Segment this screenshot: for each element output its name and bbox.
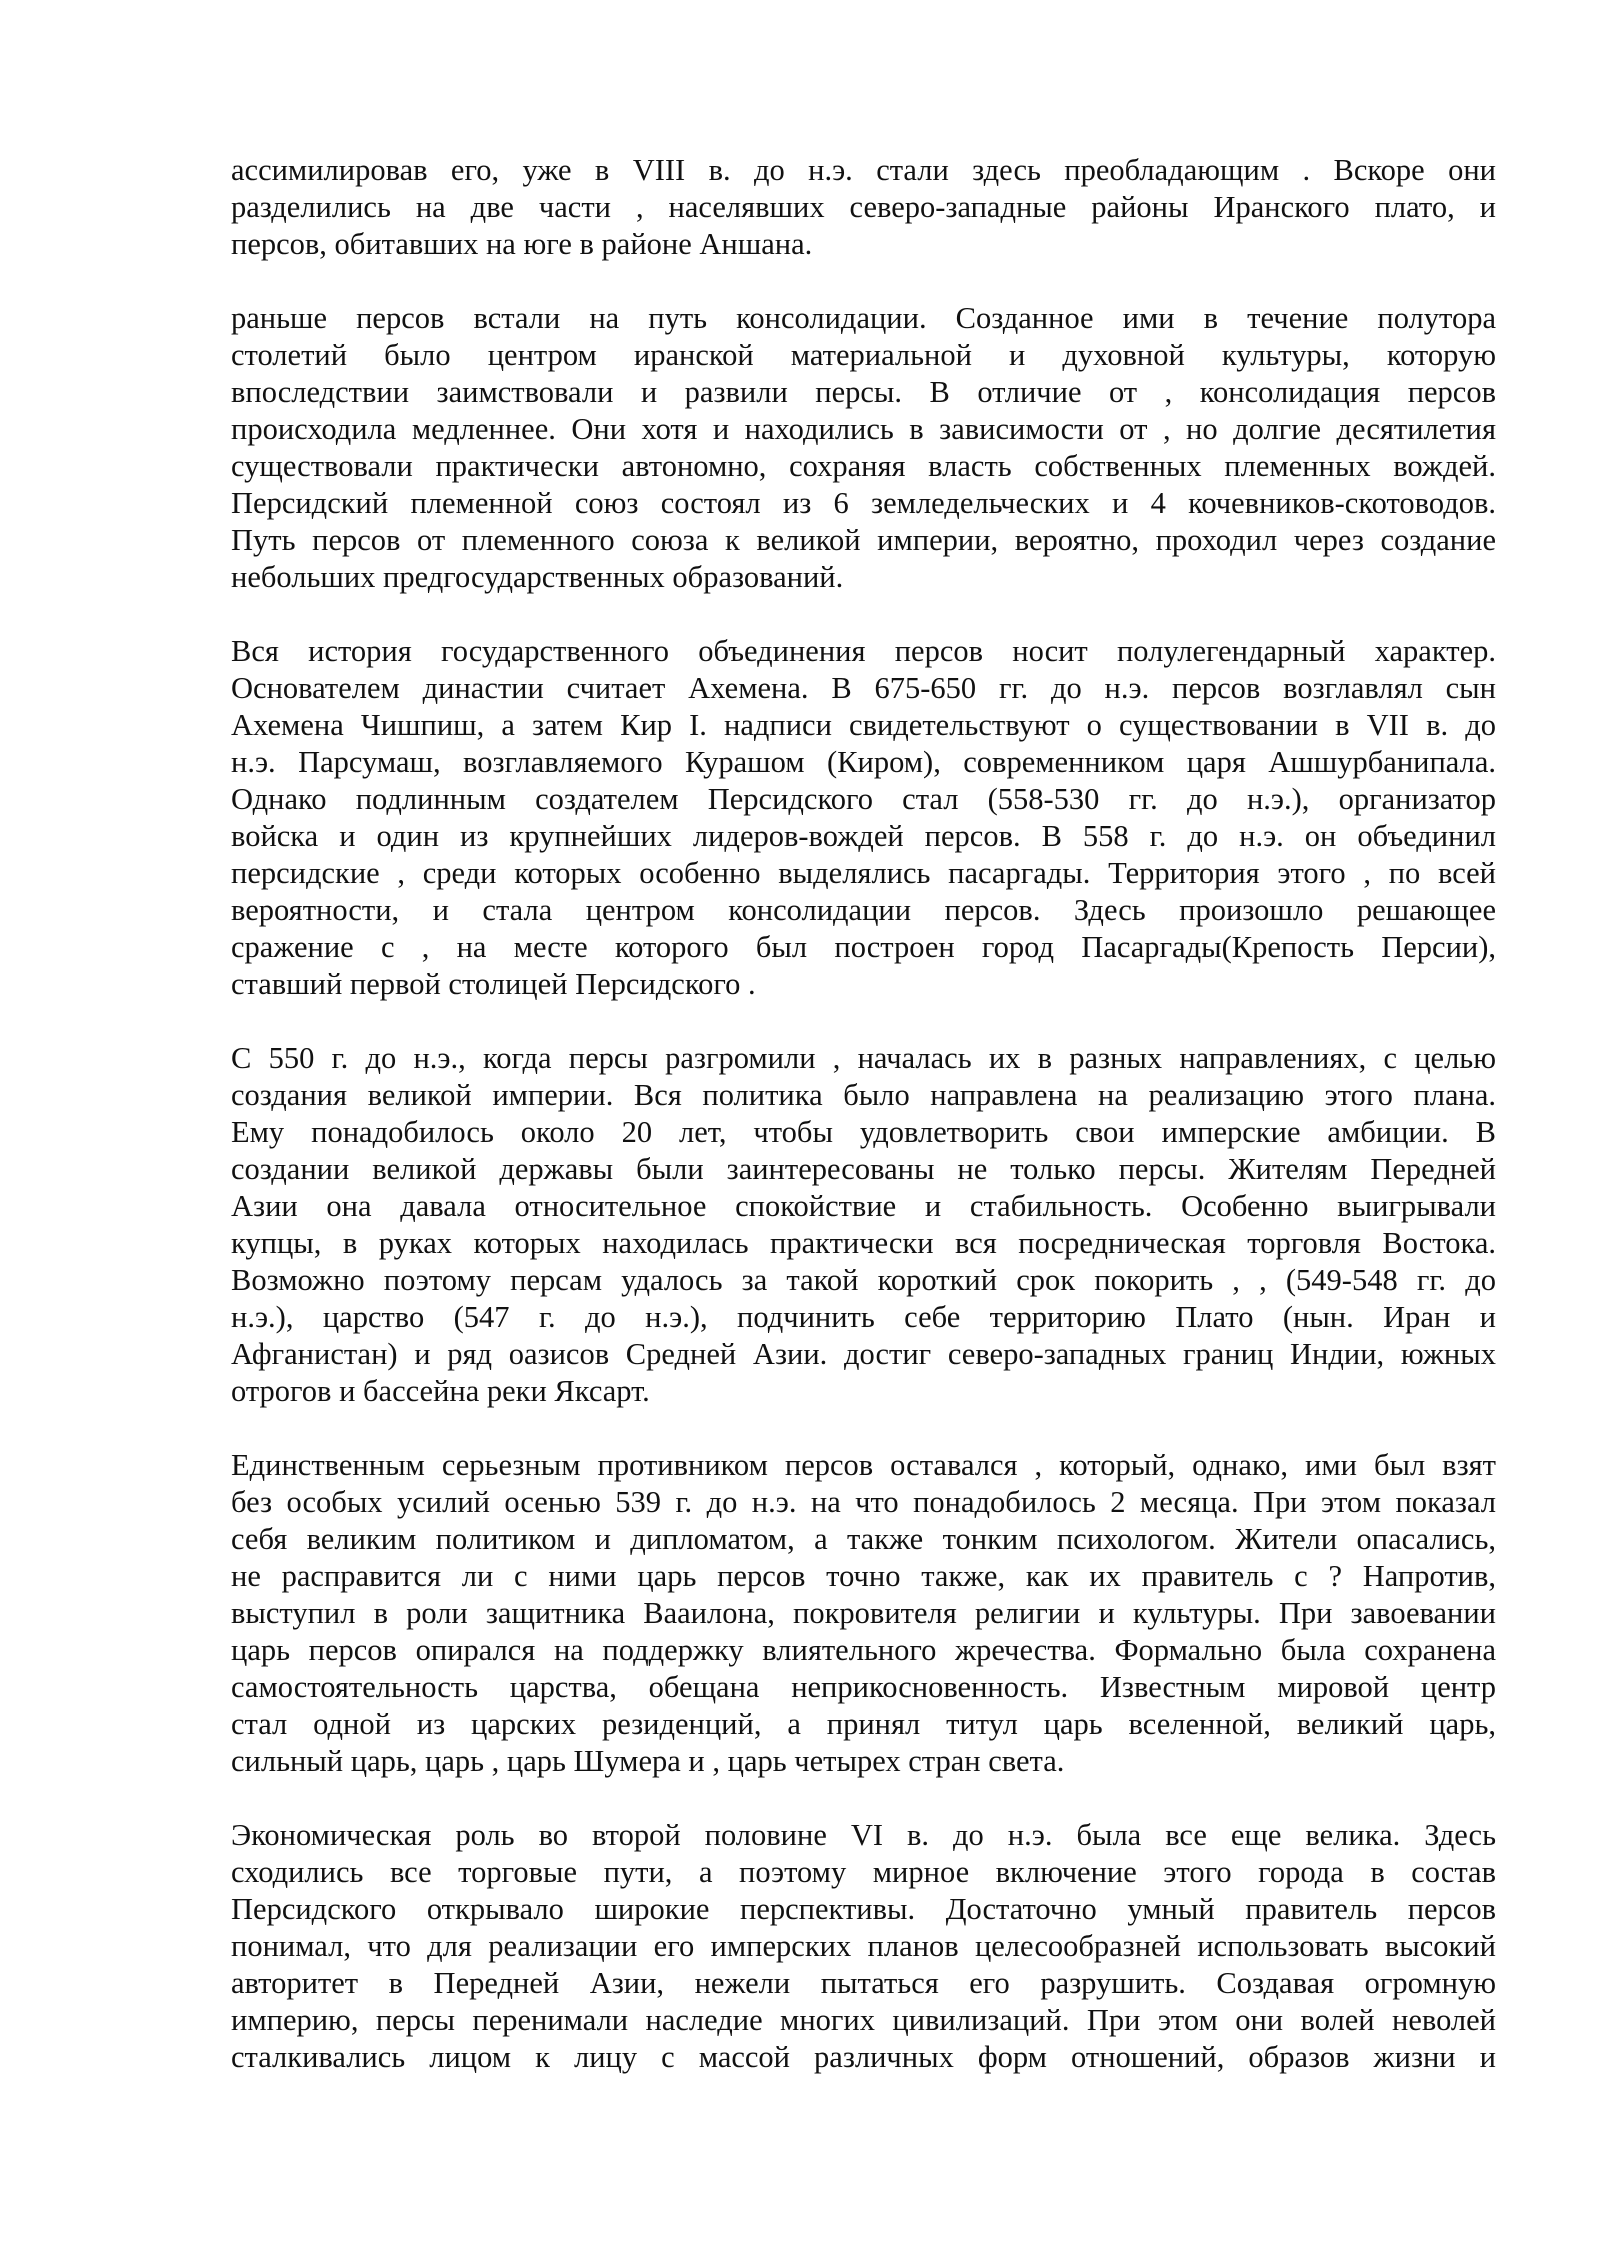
text-line: понимал, что для реализации его имперских планов целесообразней использовать высокий xyxy=(231,1929,1496,1963)
text-line: Персидского открывало широкие перспективы. Достаточно умный правитель персов xyxy=(231,1892,1496,1926)
text-line: выступил в роли защитника Вааилона, покровителя религии и культуры. При завоевании xyxy=(231,1596,1496,1630)
text-line: н.э. Парсумаш, возглавляемого Курашом (Киром), современником царя Ашшурбанипала. xyxy=(231,745,1496,779)
text-line: сражение с , на месте которого был построен город Пасаргады(Крепость Персии), xyxy=(231,930,1496,964)
text-line: Путь персов от племенного союза к великой империи, вероятно, проходил через создание xyxy=(231,523,1496,557)
text-line: авторитет в Передней Азии, нежели пытаться его разрушить. Создавая огромную xyxy=(231,1966,1496,2000)
paragraph xyxy=(231,1447,1496,1780)
text-line: Возможно поэтому персам удалось за такой короткий срок покорить , , (549-548 гг. до xyxy=(231,1263,1496,1297)
text-line: без особых усилий осенью 539 г. до н.э. на что понадобилось 2 месяца. При этом показал xyxy=(231,1485,1496,1519)
text-line: персидские , среди которых особенно выделялись пасаргады. Территория этого , по всей xyxy=(231,856,1496,890)
text-line: Ахемена Чишпиш, а затем Кир I. надписи свидетельствуют о существовании в VII в. до xyxy=(231,708,1496,742)
text-line: себя великим политиком и дипломатом, а также тонким психологом. Жители опасались, xyxy=(231,1522,1496,1556)
text-line: ставший первой столицей Персидского . xyxy=(231,967,756,1001)
document-body xyxy=(231,152,1496,2113)
text-line: Единственным серьезным противником персов оставался , который, однако, ими был взят xyxy=(231,1448,1496,1482)
text-line: впоследствии заимствовали и развили персы. В отличие от , консолидация персов xyxy=(231,375,1496,409)
text-line: небольших предгосударственных образований. xyxy=(231,560,844,594)
text-line: создании великой державы были заинтересованы не только персы. Жителям Передней xyxy=(231,1152,1496,1186)
text-line: Вся история государственного объединения персов носит полулегендарный характер. xyxy=(231,634,1496,668)
text-line: ассимилировав его, уже в VIII в. до н.э. стали здесь преобладающим . Вскоре они xyxy=(231,153,1496,187)
paragraph xyxy=(231,1040,1496,1410)
text-line: Афганистан) и ряд оазисов Средней Азии. достиг северо-западных границ Индии, южных xyxy=(231,1337,1496,1371)
text-line: С 550 г. до н.э., когда персы разгромили , началась их в разных направлениях, с целью xyxy=(231,1041,1496,1075)
text-line: вероятности, и стала центром консолидации персов. Здесь произошло решающее xyxy=(231,893,1496,927)
text-line: царь персов опирался на поддержку влиятельного жречества. Формально была сохранена xyxy=(231,1633,1496,1667)
text-line: сходились все торговые пути, а поэтому мирное включение этого города в состав xyxy=(231,1855,1496,1889)
text-line: войска и один из крупнейших лидеров-вождей персов. В 558 г. до н.э. он объединил xyxy=(231,819,1496,853)
text-line: персов, обитавших на юге в районе Аншана. xyxy=(231,227,813,261)
paragraph xyxy=(231,633,1496,1003)
text-line: Основателем династии считает Ахемена. В 675-650 гг. до н.э. персов возглавлял сын xyxy=(231,671,1496,705)
text-line: купцы, в руках которых находилась практически вся посредническая торговля Востока. xyxy=(231,1226,1496,1260)
text-line: столетий было центром иранской материальной и духовной культуры, которую xyxy=(231,338,1496,372)
text-line: Однако подлинным создателем Персидского стал (558-530 гг. до н.э.), организатор xyxy=(231,782,1496,816)
text-line: Ему понадобилось около 20 лет, чтобы удовлетворить свои имперские амбиции. В xyxy=(231,1115,1496,1149)
text-line: отрогов и бассейна реки Яксарт. xyxy=(231,1374,650,1408)
text-line: н.э.), царство (547 г. до н.э.), подчинить себе территорию Плато (нын. Иран и xyxy=(231,1300,1496,1334)
text-line: происходила медленнее. Они хотя и находились в зависимости от , но долгие десятилетия xyxy=(231,412,1496,446)
text-line: сильный царь, царь , царь Шумера и , царь четырех стран света. xyxy=(231,1744,1065,1778)
paragraph xyxy=(231,1817,1496,2076)
text-line: существовали практически автономно, сохраняя власть собственных племенных вождей. xyxy=(231,449,1496,483)
text-line: сталкивались лицом к лицу с массой различных форм отношений, образов жизни и xyxy=(231,2040,1496,2074)
text-line: разделились на две части , населявших северо-западные районы Иранского плато, и xyxy=(231,190,1496,224)
text-line: Персидский племенной союз состоял из 6 земледельческих и 4 кочевников-скотоводов. xyxy=(231,486,1496,520)
text-line: Азии она давала относительное спокойствие и стабильность. Особенно выигрывали xyxy=(231,1189,1496,1223)
text-line: раньше персов встали на путь консолидации. Созданное ими в течение полутора xyxy=(231,301,1496,335)
paragraph xyxy=(231,300,1496,596)
text-line: самостоятельность царства, обещана неприкосновенность. Известным мировой центр xyxy=(231,1670,1496,1704)
text-line: создания великой империи. Вся политика было направлена на реализацию этого плана. xyxy=(231,1078,1496,1112)
text-line: стал одной из царских резиденций, а принял титул царь вселенной, великий царь, xyxy=(231,1707,1496,1741)
text-line: не расправится ли с ними царь персов точно также, как их правитель с ? Напротив, xyxy=(231,1559,1496,1593)
text-line: Экономическая роль во второй половине VI в. до н.э. была все еще велика. Здесь xyxy=(231,1818,1496,1852)
paragraph xyxy=(231,152,1496,263)
text-line: империю, персы перенимали наследие многих цивилизаций. При этом они волей неволей xyxy=(231,2003,1496,2037)
